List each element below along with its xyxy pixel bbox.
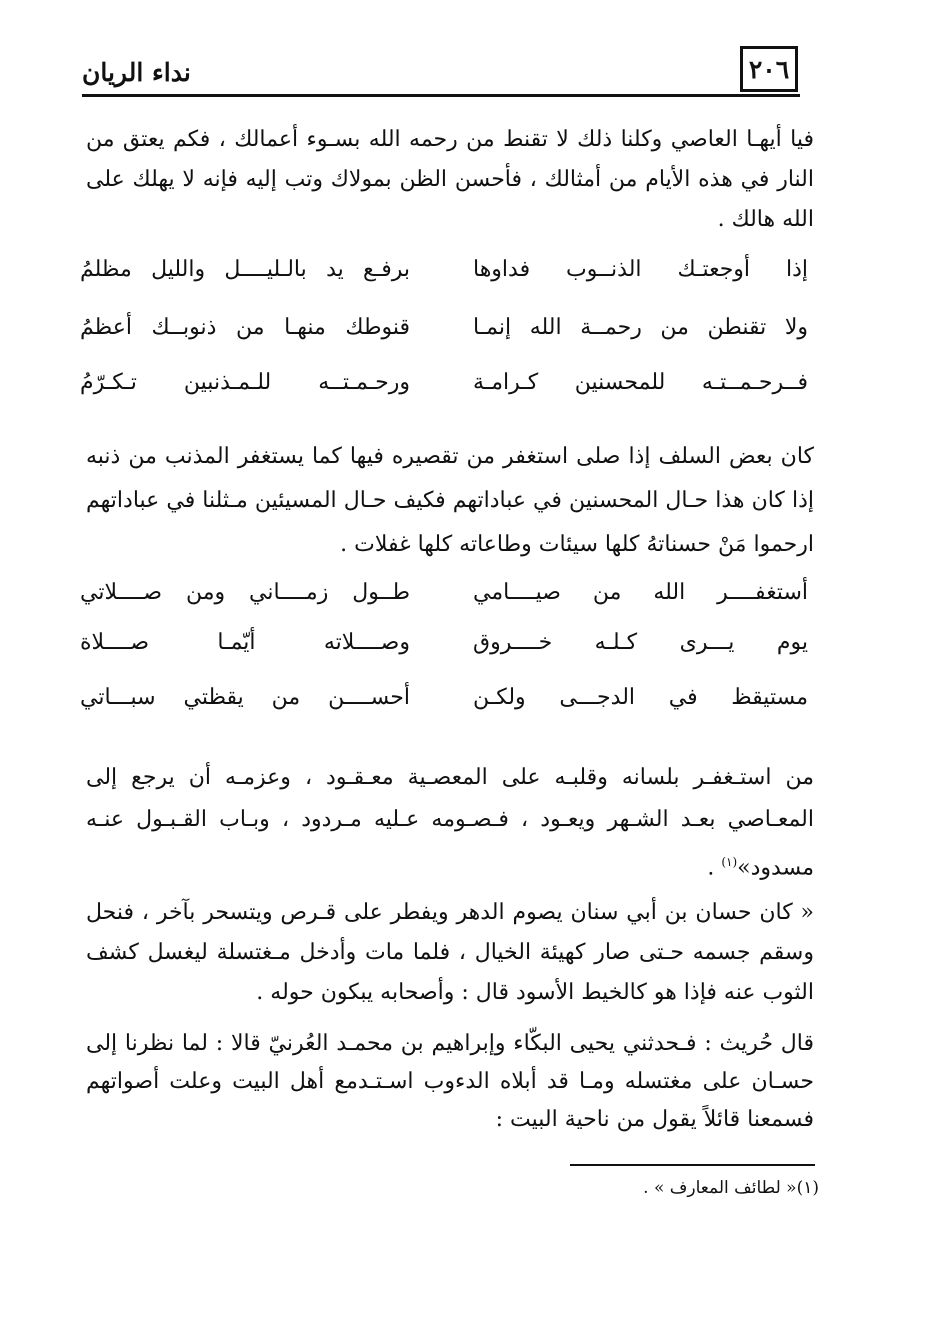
poem2-verse-1 xyxy=(80,580,808,620)
hemistich-left: وصــــلاته أيّمـا صــــلاة xyxy=(80,630,410,655)
paragraph-5: قال حُريث : فـحدثني يحيى البكّاء وإبراهيم بن محمـد العُرنيّ قالا : لما نظرنا إلى حسـان على مغتسله ومـا قد أبلاه الدءوب اسـتـدمع أهل البيت وعلت أصواتهم فسمعنا قائلاً يقول من ناحية البيت : xyxy=(86,1031,814,1132)
page-header xyxy=(82,44,800,100)
hemistich-left: برفـع يد بالـليــــل والليل مظلمُ xyxy=(80,257,410,282)
hemistich-right: ولا تقنطن من رحمــة الله إنمـا xyxy=(473,315,808,340)
poem1-verse-1 xyxy=(80,257,808,297)
paragraph-2: كان بعض السلف إذا صلى استغفر من تقصيره فيها كما يستغفر المذنب من ذنبه إذا كان هذا حـال المحسنين في عباداتهم فكيف حـال المسيئين مـثلنا في عباداتهم ارحموا مَنْ حسناتهُ كلها سيئات وطاعاته كلها غفلات . xyxy=(86,444,814,557)
poem2-verse-3 xyxy=(80,685,808,725)
footnote-reference[interactable]: (١) xyxy=(721,855,738,869)
running-title: نداء الريان xyxy=(82,58,191,87)
header-rule xyxy=(82,94,800,97)
hemistich-left: قنوطك منهـا من ذنوبــك أعظمُ xyxy=(80,315,410,340)
hemistich-left: طــول زمــــاني ومن صــــلاتي xyxy=(80,580,410,605)
hemistich-right: إذا أوجعتـك الذنــوب فداوها xyxy=(473,257,808,282)
poem2-verse-2 xyxy=(80,630,808,670)
poem1-verse-2 xyxy=(80,315,808,355)
paragraph-4: « كان حسان بن أبي سنان يصوم الدهر ويفطر على قـرص ويتسحر بآخر ، فنحل وسقم جسمه حـتى صار كهيئة الخيال ، فلما مات وأدخل مـغتسلة ليغسل كشف الثوب عنه فإذا هو كالخيط الأسود قال : وأصحابه يبكون حوله . xyxy=(86,900,814,1005)
footnote-marker: (١) xyxy=(796,1178,819,1198)
paragraph-3-text: من استـغفـر بلسانه وقلبـه على المعصـية معـقـود ، وعزمـه أن يرجع إلى المعـاصي بعـد الشـهر ويعـود ، فـصـومه عـليه مـردود ، وبـاب القـبـول عنـه مسدود» xyxy=(86,765,814,881)
hemistich-right: مستيقظ في الدجـــى ولكـن xyxy=(473,685,808,710)
poem1-verse-3 xyxy=(80,370,808,410)
page-number: ٢٠٦ xyxy=(740,46,798,92)
hemistich-right: أستغفــــر الله من صيــــامي xyxy=(473,580,808,605)
paragraph-1: فيا أيهـا العاصي وكلنا ذلك لا تقنط من رحمه الله بسـوء أعمالك ، فكم يعتق من النار في هذه الأيام من أمثالك ، فأحسن الظن بمولاك وتب إليه فإنه لا يهلك على الله هالك . xyxy=(86,127,814,232)
hemistich-left: أحســــن من يقظتي سبـــاتي xyxy=(80,685,410,710)
footnote xyxy=(643,1178,819,1198)
hemistich-right: فــرحـمــتـه للمحسنين كـرامـة xyxy=(473,370,808,395)
paragraph-3 xyxy=(86,757,814,889)
hemistich-right: يوم يـــرى كـلـه خــــروق xyxy=(473,630,808,655)
hemistich-left: ورحـمـتــه للـمـذنبين تـكـرّمُ xyxy=(80,370,410,395)
footnote-rule xyxy=(570,1164,815,1166)
paragraph-3-end: . xyxy=(707,855,722,881)
footnote-text: « لطائف المعارف » . xyxy=(643,1178,797,1198)
